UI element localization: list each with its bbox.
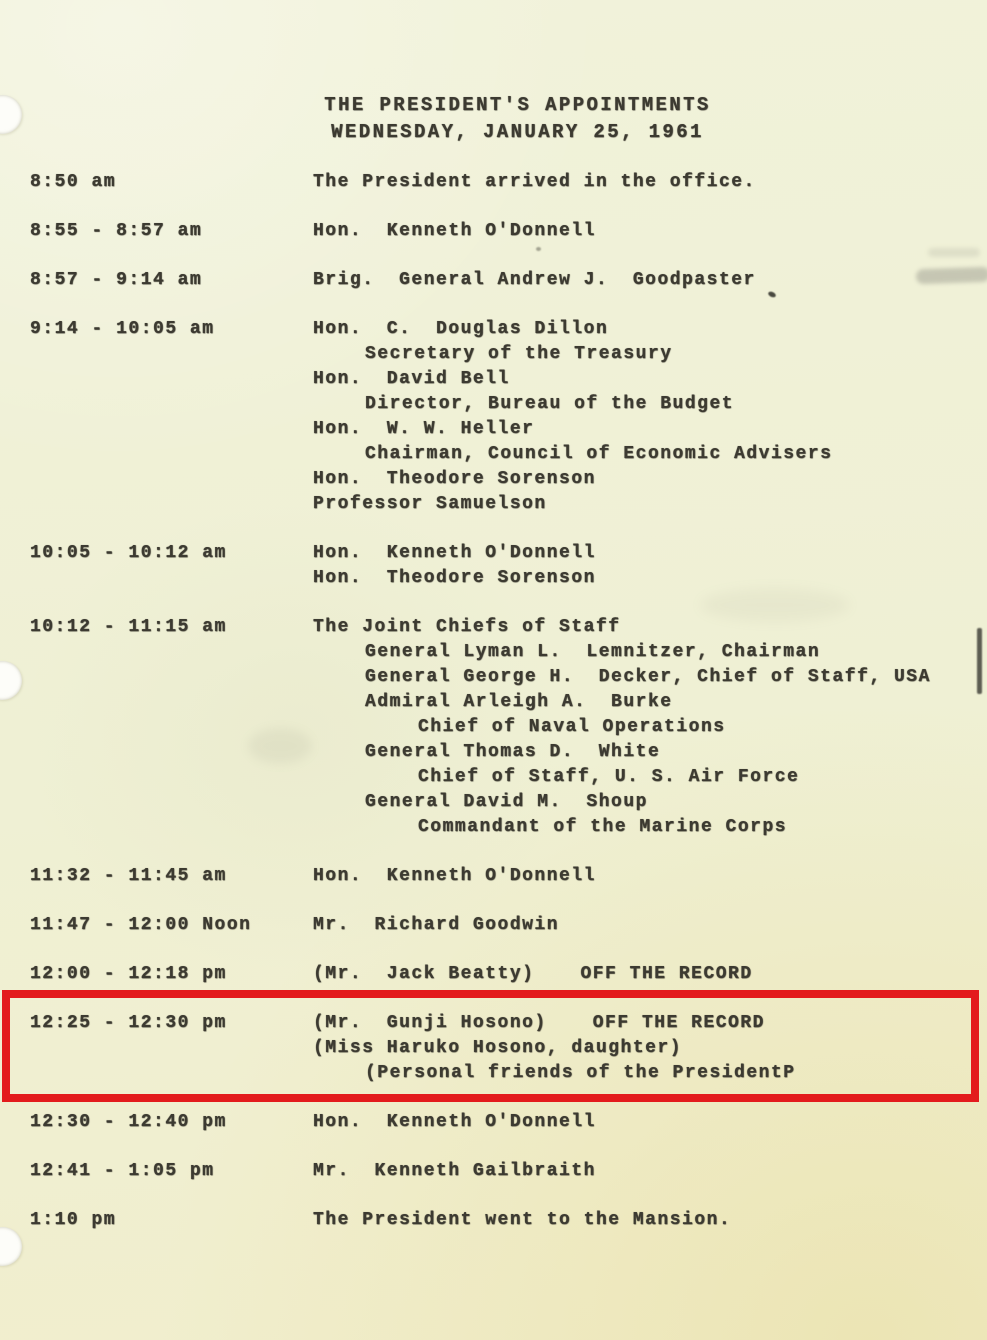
appointment-line: Hon. W. W. Heller bbox=[313, 419, 535, 439]
appointment-description bbox=[313, 962, 971, 987]
document-title-line-2: WEDNESDAY, JANUARY 25, 1961 bbox=[331, 121, 704, 143]
appointment-time: 11:47 - 12:00 Noon bbox=[30, 915, 252, 935]
appointment-entry bbox=[30, 170, 971, 195]
appointment-line: General Lyman L. Lemnitzer, Chairman bbox=[365, 642, 821, 662]
appointment-time: 8:55 - 8:57 am bbox=[30, 221, 203, 241]
appointment-line: The President arrived in the office. bbox=[313, 172, 756, 192]
appointment-line: Professor Samuelson bbox=[313, 494, 547, 514]
appointment-line: Hon. Kenneth O'Donnell bbox=[313, 543, 596, 563]
appointment-time: 11:32 - 11:45 am bbox=[30, 866, 227, 886]
appointment-time: 8:57 - 9:14 am bbox=[30, 270, 203, 290]
appointment-entry bbox=[30, 1159, 971, 1184]
appointment-time: 1:10 pm bbox=[30, 1210, 117, 1230]
appointment-description bbox=[313, 913, 971, 938]
appointment-time: 10:12 - 11:15 am bbox=[30, 617, 227, 637]
appointment-time: 12:00 - 12:18 pm bbox=[30, 964, 227, 984]
appointment-description bbox=[313, 219, 971, 244]
appointment-line: Chairman, Council of Economic Advisers bbox=[365, 444, 833, 464]
off-the-record-label: OFF THE RECORD bbox=[580, 964, 753, 984]
appointment-line: General David M. Shoup bbox=[365, 792, 648, 812]
appointment-description bbox=[313, 864, 971, 889]
document-title-line-1: THE PRESIDENT'S APPOINTMENTS bbox=[324, 94, 711, 116]
off-the-record-label: OFF THE RECORD bbox=[592, 1013, 765, 1033]
appointment-time: 12:25 - 12:30 pm bbox=[30, 1013, 227, 1033]
appointment-time: 12:30 - 12:40 pm bbox=[30, 1112, 227, 1132]
appointment-entry-highlighted bbox=[30, 1011, 971, 1086]
appointment-line: Hon. Theodore Sorenson bbox=[313, 568, 596, 588]
appointment-description bbox=[313, 615, 971, 840]
appointment-line: Mr. Kenneth Gailbraith bbox=[313, 1161, 596, 1181]
appointment-entry bbox=[30, 268, 971, 293]
appointment-line: Hon. Kenneth O'Donnell bbox=[313, 1112, 596, 1132]
appointment-description bbox=[313, 1110, 971, 1135]
appointment-description bbox=[313, 1208, 971, 1233]
appointment-entry bbox=[30, 913, 971, 938]
appointments-list bbox=[0, 170, 987, 1257]
appointment-line: (Mr. Gunji Hosono) OFF THE RECORD bbox=[313, 1013, 765, 1033]
document-title bbox=[0, 92, 987, 146]
appointment-line: (Mr. Jack Beatty) OFF THE RECORD bbox=[313, 964, 753, 984]
appointment-line: (Personal friends of the PresidentP bbox=[365, 1063, 796, 1083]
appointment-description bbox=[313, 317, 971, 517]
appointment-line: Chief of Staff, U. S. Air Force bbox=[418, 767, 800, 787]
appointment-line: Brig. General Andrew J. Goodpaster bbox=[313, 270, 756, 290]
appointment-line: Commandant of the Marine Corps bbox=[418, 817, 788, 837]
appointment-entry bbox=[30, 1110, 971, 1135]
appointment-line: General George H. Decker, Chief of Staff, USA bbox=[365, 667, 931, 687]
appointment-line: Director, Bureau of the Budget bbox=[365, 394, 735, 414]
appointment-description bbox=[313, 1159, 971, 1184]
appointment-time: 8:50 am bbox=[30, 172, 117, 192]
appointment-line: General Thomas D. White bbox=[365, 742, 661, 762]
appointment-time: 9:14 - 10:05 am bbox=[30, 319, 215, 339]
appointment-line: Hon. Kenneth O'Donnell bbox=[313, 866, 596, 886]
appointment-entry bbox=[30, 219, 971, 244]
appointment-description bbox=[313, 1011, 971, 1086]
appointment-line: The Joint Chiefs of Staff bbox=[313, 617, 621, 637]
appointment-time: 12:41 - 1:05 pm bbox=[30, 1161, 215, 1181]
appointment-entry bbox=[30, 317, 971, 517]
appointment-line: The President went to the Mansion. bbox=[313, 1210, 732, 1230]
appointment-line: Chief of Naval Operations bbox=[418, 717, 726, 737]
appointment-description bbox=[313, 170, 971, 195]
appointment-line: Secretary of the Treasury bbox=[365, 344, 673, 364]
appointment-line: Hon. David Bell bbox=[313, 369, 510, 389]
appointment-entry bbox=[30, 1208, 971, 1233]
appointment-line: (Miss Haruko Hosono, daughter) bbox=[313, 1038, 683, 1058]
appointment-description bbox=[313, 268, 971, 293]
appointment-line: Hon. C. Douglas Dillon bbox=[313, 319, 609, 339]
appointment-line: Hon. Kenneth O'Donnell bbox=[313, 221, 596, 241]
appointment-description bbox=[313, 541, 971, 591]
appointment-time: 10:05 - 10:12 am bbox=[30, 543, 227, 563]
appointment-entry bbox=[30, 541, 971, 591]
appointment-line: Admiral Arleigh A. Burke bbox=[365, 692, 673, 712]
appointment-entry bbox=[30, 962, 971, 987]
appointment-entry bbox=[30, 864, 971, 889]
appointment-line: Mr. Richard Goodwin bbox=[313, 915, 560, 935]
appointment-line: Hon. Theodore Sorenson bbox=[313, 469, 596, 489]
appointment-entry bbox=[30, 615, 971, 840]
